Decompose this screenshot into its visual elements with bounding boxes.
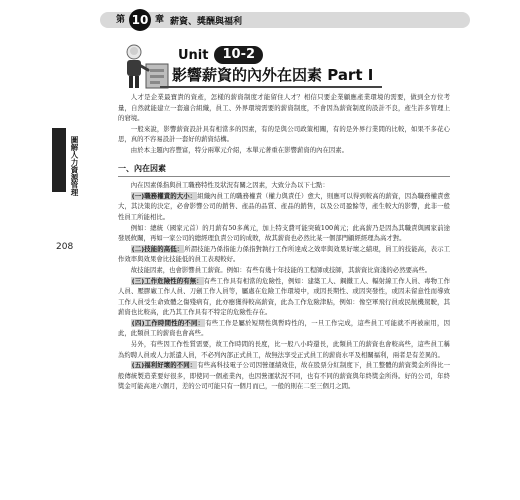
chapter-suffix: 章 (155, 15, 165, 25)
chapter-header (116, 8, 242, 32)
factor-text: 有些工作是屬於短期性與暫時性的，一旦工作完成，這些員工可能就不再被雇用，因此，此類員工的薪資也會高些。 (118, 318, 450, 338)
chapter-prefix: 第 (116, 15, 126, 25)
unit-badge (178, 46, 263, 64)
factor-text: 組織內員工的職務權責（權力與責任）愈大，則應可以得到較高的薪資，因為職務權責愈大，其決策的決定，必會影響公司的銷售、產品的品質、產品的銷售，以及公司盈餘等，產生較大的影響，此非一般性員工所能相比。 (118, 191, 451, 221)
body-text (118, 92, 450, 392)
sidebar-book-title: 圖解人力資源管理 (70, 136, 79, 196)
unit-title: 影響薪資的內外在因素 Part Ⅰ (172, 66, 374, 84)
section-lead: 內在因素係指與員工職務特性及狀況有關之因素，大致分為以下七點： (130, 181, 329, 190)
section-divider (118, 176, 450, 177)
intro-paragraph: 一般來說，影響薪資設計具有相當多的因素，有的是與公司政策相關，有的是外界行業間的比較，如果不多花心思，真的不容易設計一套好的薪資結構。 (118, 124, 450, 144)
businessman-illustration-icon (120, 42, 172, 92)
chapter-number-badge: 10 (129, 9, 151, 31)
factor-paragraph (118, 276, 450, 318)
factor-paragraph (118, 318, 450, 339)
factor-paragraph: 故技能因素，也會影響員工薪資。例如：有些有幾十年技能的工程師或技師，其薪資比資淺的必然要高些。 (130, 265, 432, 274)
factor-text: 所謂技能乃係指能力係指對執行工作所達成之效率與效果好壞之績現，員工的技能高，表示工作效率與效果會比技能低的員工表現較好。 (118, 244, 451, 264)
factor-paragraph (118, 244, 450, 265)
factor-label: (二)技能的高低： (131, 244, 184, 253)
factor-label: (五)福利好壞的不同： (131, 361, 197, 370)
factor-text: 有些高科技電子公司因營運績效佳，故在股票分紅制度下，員工整體的薪資獎金所得比一般傳統製造業要好很多，即使同一個產業內，也因營運狀況不同，也有不同的薪資與年終獎金所得。好的公司，年終獎金可能高達六個月，差的公司可能只有一個月而已，一般的則在二至三個月之間。 (118, 361, 451, 391)
chapter-title: 薪資、獎酬與福利 (170, 16, 243, 27)
section-heading: 一、內在因素 (118, 163, 166, 173)
title-divider (160, 86, 382, 88)
factor-label: (四)工作時間性的不同： (131, 318, 205, 327)
factor-paragraph (118, 360, 450, 392)
factor-paragraph: 另外，有些因工作性質需要，故工作時間的長度，比一般八小時還長，此類員工的薪資也會較高些，這些員工稱為約聘人員或人力派遣人員，不必列內部正式員工，故無法享受正式員工的薪資水平及相關福利，兩者是有差異的。 (118, 340, 450, 359)
page-number: 208 (56, 242, 74, 252)
factor-paragraph: 例如：總統（國家元首）的月薪有50多萬元，加上特支費可能突破100萬元；此高薪乃是因為其職責與國家前途發展攸關，再如一家公司的總經理負責公司的成敗，故其薪資也必然比某一個部門顧經經理為高才對。 (118, 223, 450, 243)
sidebar-marker (52, 128, 66, 192)
factor-label: (一)職務權責的大小： (131, 191, 197, 200)
factor-label: (三)工作危險性的有無： (131, 276, 203, 285)
intro-paragraph: 人才是企業最寶貴的資產，怎樣的薪資制度才能留住人才？相信只要企業顧應產業環境的需要，做到全方位考量，自然就能建立一套適合組織，員工、外界環境需要的薪資制度，不會因為薪資制度的設計不良，產生許多管理上的窘境。 (118, 93, 450, 123)
unit-number: 10-2 (214, 46, 263, 64)
factor-text: 有些工作具有相當的危險性，例如：建築工人、鋼鐵工人、輻射線工作人員、毒物工作人員、壓膠廠工作人員、刀劍工作人員等，屬處在危險工作環境中，或因長期性、或因突發性，或因未留意性而導致工作人員受生命致體之傷殘病有，此亦應獲得較高薪資，此為工作危險津貼，例如：像空軍飛行員或民航機駕駛，其薪資也比較高，此乃其工作具有不特定的危險性存在。 (118, 276, 451, 317)
unit-label: Unit (178, 47, 209, 63)
factor-paragraph (118, 191, 450, 223)
intro-paragraph: 由於本主題內容豐富，特分兩單元介紹，本單元著重在影響薪資的內在因素。 (130, 145, 349, 154)
